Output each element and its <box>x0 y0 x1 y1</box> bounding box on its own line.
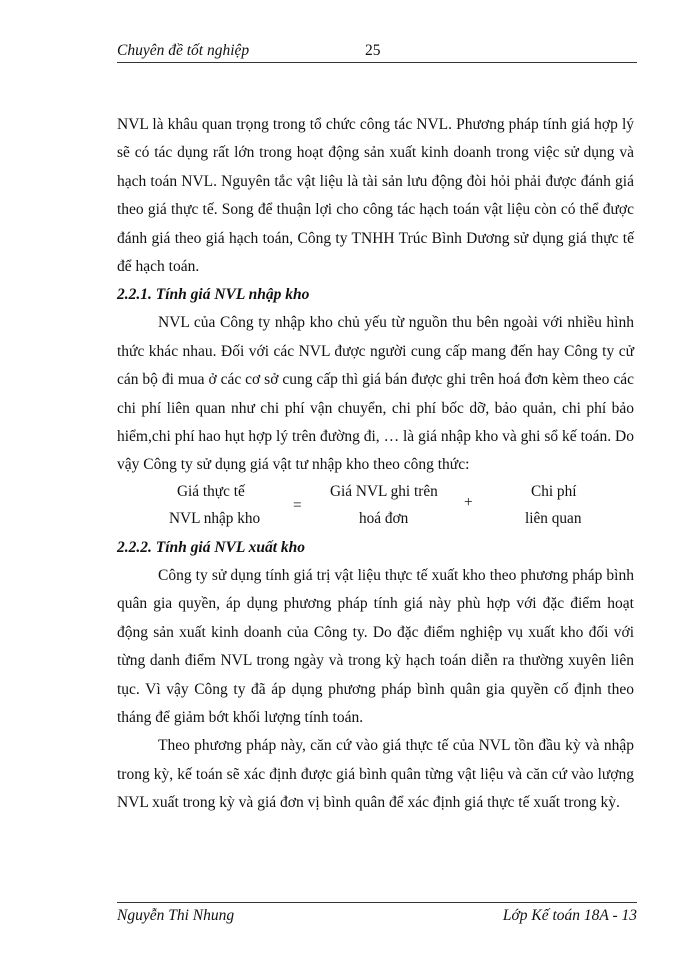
section-heading-export-pricing: 2.2.2. Tính giá NVL xuất kho <box>117 538 306 556</box>
formula-mid-bottom: hoá đơn <box>359 509 409 527</box>
paragraph-intro: NVL là khâu quan trọng trong tổ chức công tác NVL. Phương pháp tính giá hợp lý sẽ có tác dụng rất lớn trong hoạt động sản xuất kinh doanh trong việc sử dụng và hạch toán NVL. Nguyên tắc vật liệu là tài sản lưu động đòi hỏi phải được đánh giá theo giá thực tế. Song để thuận lợi cho công tác hạch toán vật liệu còn có thể được đánh giá theo giá hạch toán, Công ty TNHH Trúc Bình Dương sử dụng giá thực tế để hạch toán. <box>117 116 634 276</box>
document-body <box>117 111 634 818</box>
page-footer <box>117 902 637 927</box>
formula-plus: + <box>464 493 473 511</box>
formula-block <box>117 480 634 534</box>
formula-right-top: Chi phí <box>531 482 577 500</box>
paragraph-export-method: Công ty sử dụng tính giá trị vật liệu thực tế xuất kho theo phương pháp bình quân gia quyền, áp dụng phương pháp tính giá này phù hợp với đặc điểm hoạt động sản xuất kinh doanh của Công ty. Do đặc điểm nghiệp vụ xuất kho đối với từng danh điểm NVL trong ngày và trong kỳ hạch toán diễn ra thường xuyên liên tục. Vì vậy Công ty đã áp dụng phương pháp bình quân gia quyền cố định theo tháng để giảm bớt khối lượng tính toán. <box>117 566 634 726</box>
formula-right-bottom: liên quan <box>525 509 582 527</box>
formula-mid-top: Giá NVL ghi trên <box>330 482 438 500</box>
footer-author: Nguyễn Thi Nhung <box>117 907 235 924</box>
header-title: Chuyên đề tốt nghiệp <box>117 42 250 59</box>
paragraph-export-calculation: Theo phương pháp này, căn cứ vào giá thực tế của NVL tồn đầu kỳ và nhập trong kỳ, kế toán sẽ xác định được giá bình quân từng vật liệu và căn cứ vào lượng NVL xuất trong kỳ và giá đơn vị bình quân để xác định giá thực tế xuất trong kỳ. <box>117 737 634 812</box>
formula-left-bottom: NVL nhập kho <box>169 509 261 527</box>
page-header <box>117 40 637 63</box>
formula-equals: = <box>293 496 302 514</box>
footer-class: Lớp Kế toán 18A - 13 <box>502 907 637 924</box>
section-heading-import-pricing: 2.2.1. Tính giá NVL nhập kho <box>117 286 310 304</box>
formula-left-top: Giá thực tế <box>177 482 245 500</box>
paragraph-import-pricing: NVL của Công ty nhập kho chủ yếu từ nguồn thu bên ngoài với nhiều hình thức khác nhau. Đối với các NVL được người cung cấp mang đến hay Công ty cử cán bộ đi mua ở các cơ sở cung cấp thì giá bán được ghi trên hoá đơn kèm theo các chi phí liên quan như chi phí vận chuyển, chi phí bốc dỡ, bảo quản, chi phí bảo hiểm,chi phí hao hụt hợp lý trên đường đi, … là giá nhập kho và ghi sổ kế toán. Do vậy Công ty sử dụng giá vật tư nhập kho theo công thức: <box>117 314 634 474</box>
page-number: 25 <box>365 42 381 59</box>
